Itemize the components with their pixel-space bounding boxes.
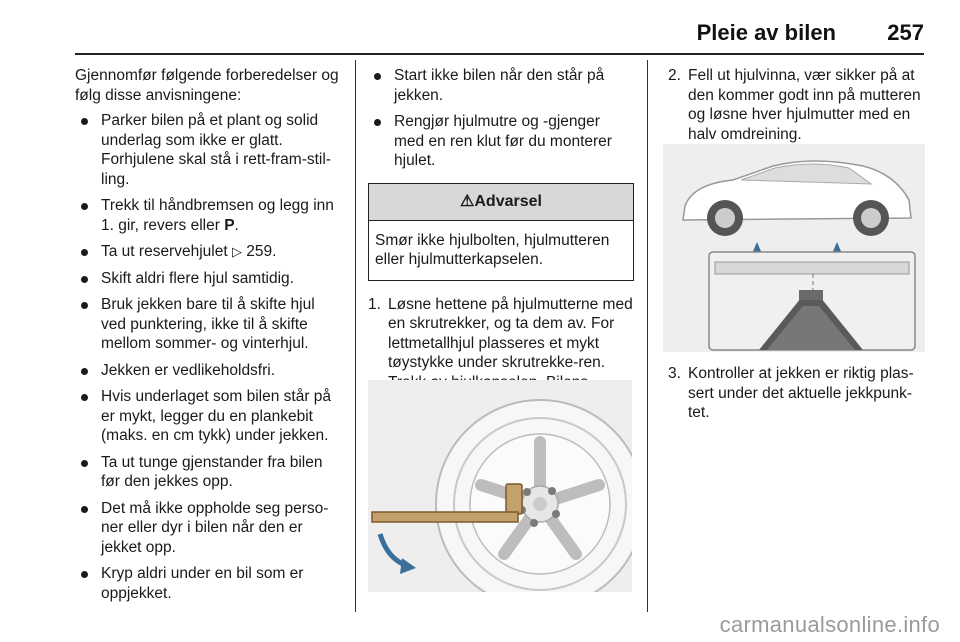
list-item: Trekk til håndbremsen og legg inn 1. gir, revers eller P. (75, 196, 343, 235)
step-number: 3. (668, 365, 681, 382)
warning-header (369, 184, 633, 221)
warning-title: Advarsel (474, 192, 542, 210)
page-number: 257 (887, 20, 924, 45)
steps-list (668, 364, 930, 423)
car-jack-drawing (663, 144, 925, 352)
column-3 (668, 66, 930, 144)
caution-list (368, 66, 634, 171)
list-item: Det må ikke oppholde seg perso-ner eller dyr i bilen når den er jekket opp. (75, 499, 343, 558)
intro-text: Gjennomfør følgende forberedelser og følg disse anvisningene: (75, 67, 339, 104)
list-item: Kryp aldri under en bil som er oppjekket. (75, 564, 343, 603)
list-item: Start ikke bilen når den står på jekken. (368, 66, 634, 105)
preparation-list (75, 111, 343, 603)
step-item (668, 66, 930, 144)
page-ref[interactable]: 259 (246, 243, 273, 260)
header-rule (75, 53, 924, 55)
gear-p: P (224, 216, 235, 234)
warning-triangle-icon: ⚠ (460, 192, 475, 210)
warning-box (368, 183, 634, 281)
watermark: carmanualsonline.info (719, 612, 940, 637)
list-item: Bruk jekken bare til å skifte hjul ved punktering, ikke til å skifte mellom sommer- og vinterhjul. (75, 295, 343, 354)
step-text: Fell ut hjulvinna, vær sikker på at den kommer godt inn på mutteren og løsne hver hjulmutter med en halv omdreining. (688, 67, 921, 143)
wheel-wrench-drawing (368, 380, 632, 592)
steps-list (668, 66, 930, 144)
column-3-lower (668, 364, 930, 423)
list-item: Ta ut tunge gjenstander fra bilen før den jekkes opp. (75, 453, 343, 492)
list-item: Skift aldri flere hjul samtidig. (75, 269, 343, 289)
step-number: 2. (668, 67, 681, 84)
step-text: Kontroller at jekken er riktig plas-sert under det aktuelle jekkpunk-tet. (688, 365, 914, 421)
column-divider (355, 60, 356, 612)
page-header (0, 0, 960, 54)
column-divider (647, 60, 648, 612)
list-item: Parker bilen på et plant og solid underlag som ikke er glatt. Forhjulene skal stå i rett-fram-stil-ling. (75, 111, 343, 189)
list-item: Ta ut reservehjulet ▷ 259. (75, 242, 343, 262)
step-text: Løsne hettene på hjulmutterne med en skrutrekker, og ta dem av. For lettmetallhjul plasseres et mykt tøystykke under skrutrekke-ren. (388, 295, 633, 371)
section-title: Pleie av bilen (696, 20, 836, 45)
list-item: Rengjør hjulmutre og -gjenger med en ren klut før du monterer hjulet. (368, 112, 634, 171)
step-item (668, 364, 930, 423)
warning-text: Smør ikke hjulbolten, hjulmutteren eller hjulmutterkapselen. (375, 231, 610, 268)
column-1 (75, 66, 343, 610)
car-jack-illustration (663, 144, 925, 352)
list-item: Hvis underlaget som bilen står på er mykt, legger du en plankebit (maks. en cm tykk) under jekken. (75, 387, 343, 446)
list-item: Jekken er vedlikeholdsfri. (75, 361, 343, 381)
page-ref-icon: ▷ (231, 244, 242, 259)
column-2 (368, 66, 634, 412)
step-number: 1. (368, 295, 381, 313)
wheel-wrench-illustration (368, 380, 632, 592)
